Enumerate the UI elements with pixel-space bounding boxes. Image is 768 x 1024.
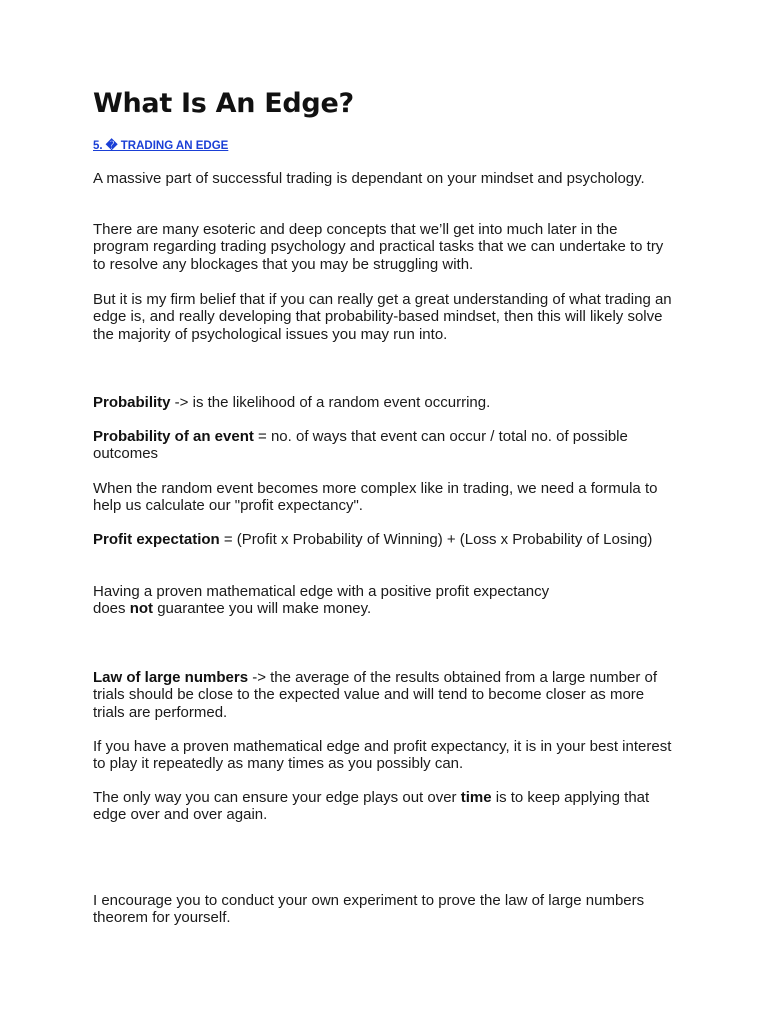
law-text: -> the average of the results obtained from a large number of trials should be close to the expected value and will tend to become closer as more trials are performed.	[93, 669, 658, 721]
paragraph-probability-of-event	[93, 428, 673, 463]
time-before: The only way you can ensure your edge plays out over	[93, 789, 461, 806]
edge-not: not	[129, 600, 154, 618]
law-term: Law of large numbers	[93, 669, 249, 686]
profit-text: = (Profit x Probability of Winning) + (Loss x Probability of Losing)	[219, 531, 653, 548]
paragraph-esoteric-concepts: There are many esoteric and deep concepts that we’ll get into much later in the program regarding trading psychology and practical tasks that we can undertake to try to resolve any blockages that you may be struggling with.	[93, 221, 664, 273]
paragraph-mindset: A massive part of successful trading is dependant on your mindset and psychology.	[93, 170, 645, 187]
edge-does: does	[93, 600, 130, 618]
paragraph-firm-belief: But it is my firm belief that if you can really get a great understanding of what trading an edge is, and really developing that probability-based mindset, then this will likely solve the majority of psychological issues you may run into.	[93, 291, 672, 343]
paragraph-probability-definition	[93, 394, 673, 411]
paragraph-play-repeatedly: If you have a proven mathematical edge and profit expectancy, it is in your best interest to play it repeatedly as many times as you possibly can.	[93, 738, 672, 773]
probability-text: -> is the likelihood of a random event occurring.	[170, 394, 491, 411]
paragraph-profit-expectation	[93, 531, 673, 548]
paragraph-experiment: I encourage you to conduct your own experiment to prove the law of large numbers theorem for yourself.	[93, 892, 645, 927]
edge-rest: guarantee you will make money.	[153, 600, 372, 618]
time-after: is to keep applying that edge over and over again.	[93, 789, 650, 824]
page-title: What Is An Edge?	[93, 88, 354, 119]
paragraph-over-time	[93, 789, 673, 824]
paragraph-random-event: When the random event becomes more complex like in trading, we need a formula to help us calculate our "profit expectancy".	[93, 480, 658, 515]
section-link[interactable]: 5. � TRADING AN EDGE	[93, 140, 229, 152]
edge-line-1: Having a proven mathematical edge with a positive profit expectancy	[93, 583, 550, 600]
paragraph-proven-edge	[93, 583, 673, 618]
profit-term: Profit expectation	[93, 531, 220, 548]
event-term: Probability of an event	[93, 428, 254, 445]
paragraph-law-of-large-numbers	[93, 669, 673, 721]
probability-term: Probability	[93, 394, 171, 411]
event-text: = no. of ways that event can occur / total no. of possible outcomes	[93, 428, 628, 463]
time-term: time	[460, 789, 492, 806]
